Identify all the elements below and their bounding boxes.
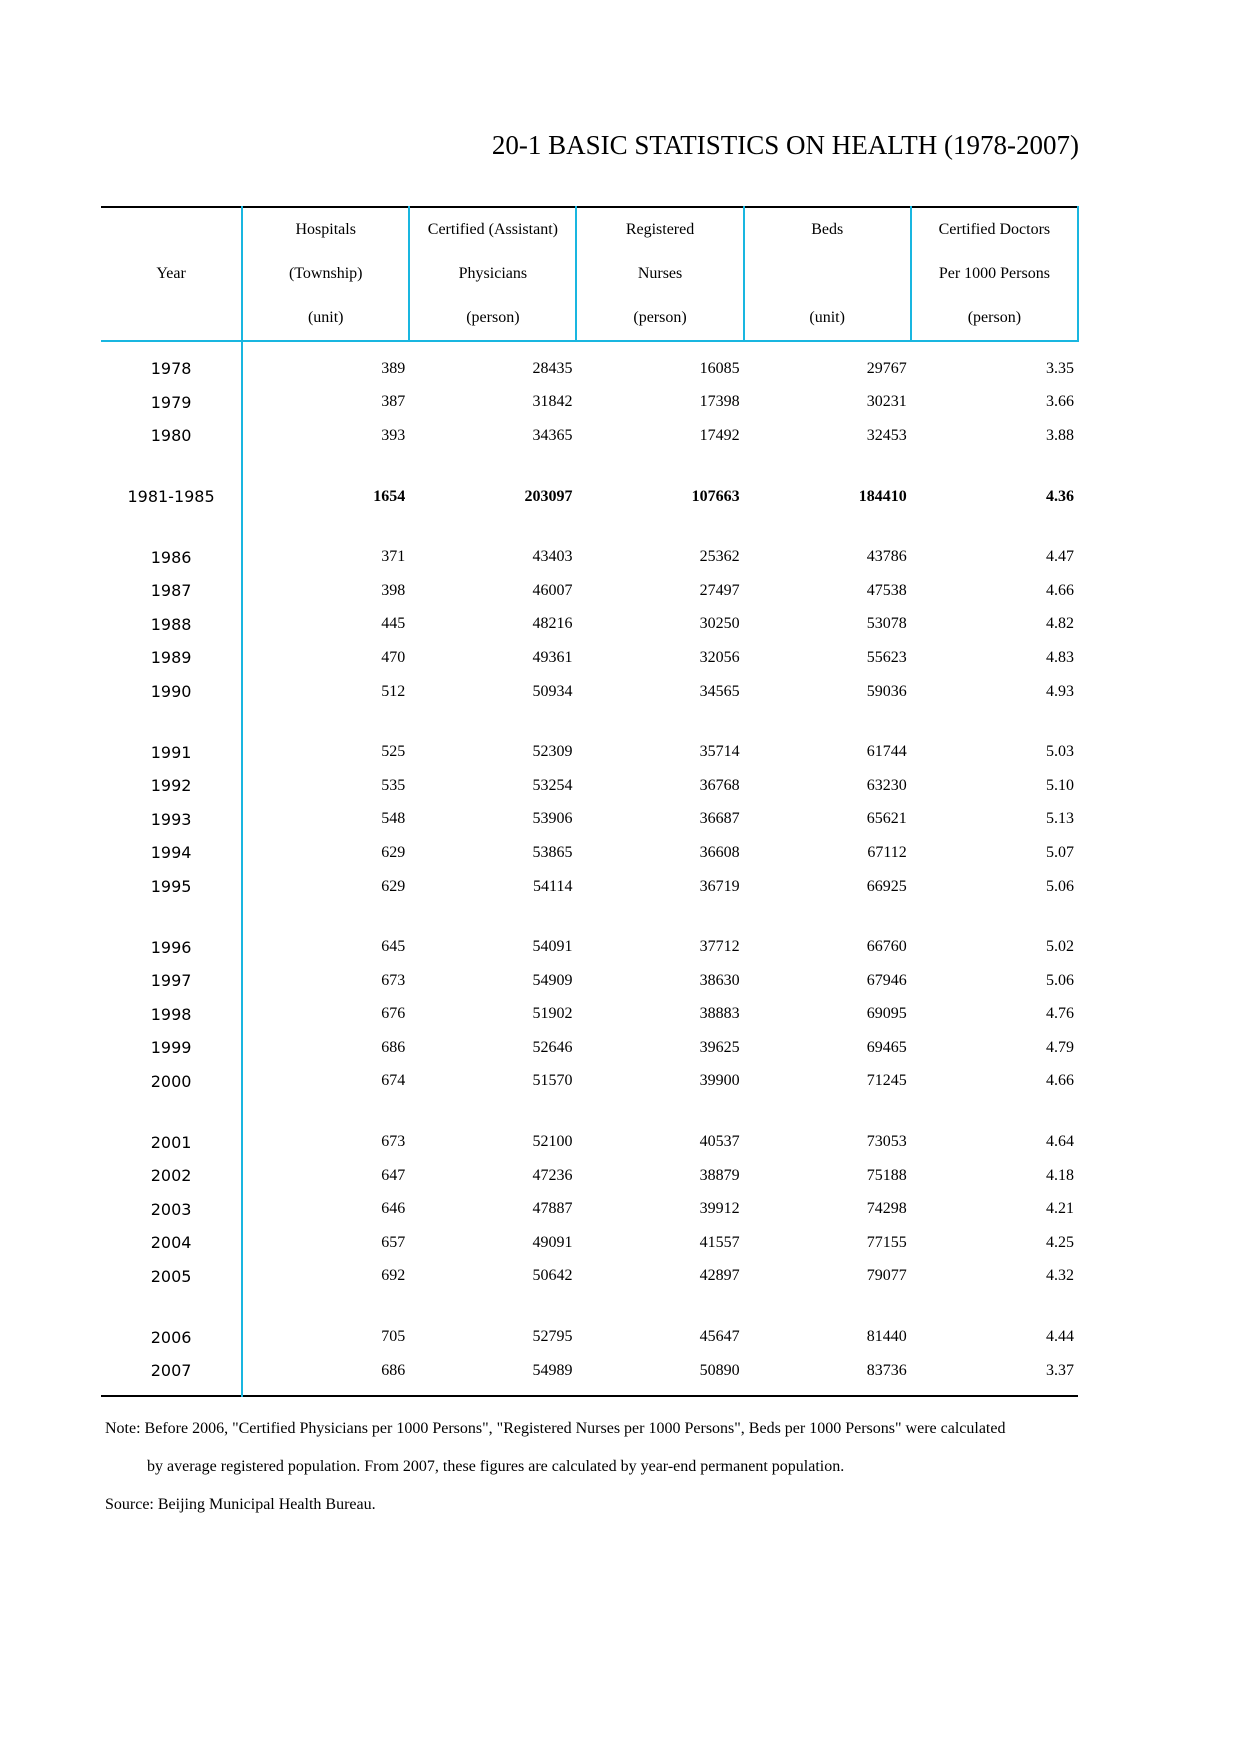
value-cell: 36768 (699, 776, 740, 794)
spacer-cell (576, 453, 743, 480)
value-cell: 48216 (532, 615, 573, 633)
value-cell: 79077 (866, 1267, 907, 1285)
value-cell: 49361 (532, 648, 573, 666)
value-cell: 25362 (699, 548, 740, 566)
value-cell: 4.79 (1046, 1038, 1074, 1056)
value-cell: 676 (381, 1005, 406, 1023)
value-cell: 387 (381, 393, 406, 411)
source-line: Source: Beijing Municipal Health Bureau. (105, 1496, 376, 1513)
value-cell: 45647 (699, 1328, 740, 1346)
year-cell: 2006 (101, 1320, 242, 1354)
value-cell: 4.93 (1046, 682, 1074, 700)
value-cell: 535 (381, 776, 406, 794)
spacer-cell (744, 903, 911, 930)
value-cell: 4.76 (1046, 1005, 1074, 1023)
value-cell: 41557 (699, 1233, 740, 1251)
table-row (101, 930, 1078, 964)
value-cell: 59036 (866, 682, 907, 700)
spacer-cell (242, 708, 409, 735)
value-cell: 69465 (866, 1038, 907, 1056)
value-cell: 66925 (866, 877, 907, 895)
spacer-row (101, 903, 1078, 930)
value-cell: 31842 (532, 393, 573, 411)
value-cell: 3.35 (1046, 359, 1074, 377)
spacer-row (101, 1098, 1078, 1125)
spacer-cell (101, 453, 242, 480)
value-cell: 43403 (532, 548, 573, 566)
value-cell: 5.07 (1046, 843, 1074, 861)
value-cell: 52100 (532, 1133, 573, 1151)
spacer-cell (242, 1293, 409, 1320)
spacer-row (101, 513, 1078, 540)
value-cell: 470 (381, 648, 406, 666)
value-cell: 673 (381, 971, 406, 989)
value-cell: 16085 (699, 359, 740, 377)
value-cell: 38630 (699, 971, 740, 989)
spacer-cell (242, 903, 409, 930)
value-cell: 29767 (866, 359, 907, 377)
value-cell: 35714 (699, 743, 740, 761)
value-cell: 65621 (866, 810, 907, 828)
table-row (101, 1260, 1078, 1294)
value-cell: 4.21 (1046, 1200, 1074, 1218)
year-cell: 2000 (101, 1065, 242, 1099)
value-cell: 389 (381, 359, 406, 377)
value-cell: 69095 (866, 1005, 907, 1023)
col-header-line: Beds (811, 221, 844, 238)
value-cell: 4.47 (1046, 548, 1074, 566)
value-cell: 38883 (699, 1005, 740, 1023)
table-row (101, 735, 1078, 769)
value-cell: 53906 (532, 810, 573, 828)
value-cell: 54989 (532, 1361, 573, 1379)
value-cell: 525 (381, 743, 406, 761)
value-cell: 674 (381, 1072, 406, 1090)
value-cell: 5.03 (1046, 743, 1074, 761)
year-cell: 1992 (101, 769, 242, 803)
value-cell: 37712 (699, 938, 740, 956)
table-row (101, 836, 1078, 870)
value-cell: 3.66 (1046, 393, 1074, 411)
spacer-cell (911, 903, 1078, 930)
table-note (105, 1410, 1105, 1524)
value-cell: 705 (381, 1328, 406, 1346)
value-cell: 47887 (532, 1200, 573, 1218)
value-cell: 4.36 (1046, 487, 1074, 505)
value-cell: 184410 (858, 487, 907, 505)
table-row (101, 574, 1078, 608)
value-cell: 39900 (699, 1072, 740, 1090)
spacer-cell (911, 1098, 1078, 1125)
col-header-line: Physicians (458, 265, 528, 282)
table-row (101, 480, 1078, 514)
value-cell: 53865 (532, 843, 573, 861)
value-cell: 71245 (866, 1072, 907, 1090)
spacer-cell (911, 513, 1078, 540)
col-header-line: (person) (466, 309, 520, 326)
col-header-nurses (576, 207, 743, 341)
spacer-cell (744, 453, 911, 480)
table-row (101, 1320, 1078, 1354)
value-cell: 645 (381, 938, 406, 956)
table-row (101, 608, 1078, 642)
year-cell: 2007 (101, 1354, 242, 1397)
value-cell: 73053 (866, 1133, 907, 1151)
value-cell: 75188 (866, 1166, 907, 1184)
value-cell: 67112 (867, 843, 907, 861)
col-header-line: (person) (967, 309, 1022, 326)
value-cell: 54091 (532, 938, 573, 956)
spacer-cell (409, 1293, 576, 1320)
spacer-cell (409, 708, 576, 735)
value-cell: 36608 (699, 843, 740, 861)
col-header-line: Registered (625, 221, 695, 238)
year-cell: 1991 (101, 735, 242, 769)
year-cell: 2004 (101, 1226, 242, 1260)
value-cell: 52309 (532, 743, 573, 761)
col-header-line (745, 252, 910, 296)
value-cell: 629 (381, 877, 406, 895)
value-cell: 49091 (532, 1233, 573, 1251)
value-cell: 512 (381, 682, 406, 700)
col-header-beds (744, 207, 911, 341)
value-cell: 34365 (532, 426, 573, 444)
value-cell: 3.88 (1046, 426, 1074, 444)
value-cell: 30250 (699, 615, 740, 633)
value-cell: 61744 (866, 743, 907, 761)
value-cell: 50642 (532, 1267, 573, 1285)
value-cell: 74298 (866, 1200, 907, 1218)
col-header-doctors-per-1000 (911, 207, 1078, 341)
table-row (101, 1192, 1078, 1226)
col-header-line: Per 1000 Persons (938, 265, 1050, 282)
table-row (101, 870, 1078, 904)
value-cell: 53078 (866, 615, 907, 633)
value-cell: 4.18 (1046, 1166, 1074, 1184)
value-cell: 5.10 (1046, 776, 1074, 794)
spacer-cell (409, 453, 576, 480)
value-cell: 673 (381, 1133, 406, 1151)
table-row (101, 998, 1078, 1032)
spacer-cell (744, 513, 911, 540)
spacer-cell (409, 903, 576, 930)
year-cell: 1987 (101, 574, 242, 608)
year-cell: 1981-1985 (101, 480, 242, 514)
col-header-line: (Township) (288, 265, 363, 282)
value-cell: 66760 (866, 938, 907, 956)
value-cell: 686 (381, 1361, 406, 1379)
col-header-line: Hospitals (295, 221, 356, 238)
spacer-cell (576, 1293, 743, 1320)
year-cell: 1978 (101, 341, 242, 386)
col-header-line: (person) (633, 309, 687, 326)
col-header-line: (unit) (307, 309, 344, 326)
year-cell: 1997 (101, 964, 242, 998)
table-row (101, 1354, 1078, 1397)
statistics-table (101, 206, 1079, 1397)
value-cell: 692 (381, 1267, 406, 1285)
value-cell: 47236 (532, 1166, 573, 1184)
value-cell: 5.06 (1046, 877, 1074, 895)
spacer-row (101, 1293, 1078, 1320)
value-cell: 646 (381, 1200, 406, 1218)
spacer-cell (242, 1098, 409, 1125)
value-cell: 28435 (532, 359, 573, 377)
value-cell: 4.32 (1046, 1267, 1074, 1285)
value-cell: 50934 (532, 682, 573, 700)
spacer-cell (576, 513, 743, 540)
table-body (101, 341, 1078, 1396)
value-cell: 4.66 (1046, 581, 1074, 599)
table-row (101, 419, 1078, 453)
table-row (101, 803, 1078, 837)
value-cell: 5.06 (1046, 971, 1074, 989)
value-cell: 3.37 (1046, 1361, 1074, 1379)
page-title: 20-1 BASIC STATISTICS ON HEALTH (1978-2007) (491, 130, 1079, 160)
value-cell: 398 (381, 581, 406, 599)
year-cell: 1986 (101, 540, 242, 574)
note-line-1: Note: Before 2006, "Certified Physicians per 1000 Persons", "Registered Nurses per 1000 Persons", Beds per 1000 Persons" were calculated (105, 1420, 1006, 1437)
spacer-cell (242, 513, 409, 540)
table-row (101, 540, 1078, 574)
spacer-cell (576, 1098, 743, 1125)
value-cell: 393 (381, 426, 406, 444)
value-cell: 39625 (699, 1038, 740, 1056)
spacer-cell (576, 903, 743, 930)
value-cell: 4.64 (1046, 1133, 1074, 1151)
value-cell: 40537 (699, 1133, 740, 1151)
value-cell: 39912 (699, 1200, 740, 1218)
year-header: Year (101, 207, 242, 341)
spacer-cell (101, 903, 242, 930)
spacer-row (101, 708, 1078, 735)
spacer-cell (409, 1098, 576, 1125)
value-cell: 43786 (866, 548, 907, 566)
value-cell: 55623 (866, 648, 907, 666)
spacer-cell (576, 708, 743, 735)
note-line-2: by average registered population. From 2007, these figures are calculated by year-end permanent population. (147, 1458, 845, 1475)
value-cell: 203097 (524, 487, 573, 505)
spacer-cell (101, 708, 242, 735)
table-row (101, 675, 1078, 709)
year-cell: 1980 (101, 419, 242, 453)
value-cell: 34565 (699, 682, 740, 700)
value-cell: 63230 (866, 776, 907, 794)
value-cell: 32056 (699, 648, 740, 666)
value-cell: 30231 (866, 393, 907, 411)
value-cell: 17492 (699, 426, 740, 444)
spacer-cell (242, 453, 409, 480)
year-cell: 1993 (101, 803, 242, 837)
year-cell: 1988 (101, 608, 242, 642)
value-cell: 51570 (532, 1072, 573, 1090)
value-cell: 46007 (532, 581, 573, 599)
value-cell: 83736 (866, 1361, 907, 1379)
spacer-cell (101, 1098, 242, 1125)
value-cell: 67946 (866, 971, 907, 989)
table-row (101, 1159, 1078, 1193)
col-header-line: Certified Doctors (938, 221, 1051, 238)
table-row (101, 1065, 1078, 1099)
value-cell: 54114 (533, 877, 573, 895)
value-cell: 51902 (532, 1005, 573, 1023)
value-cell: 4.82 (1046, 615, 1074, 633)
year-cell: 2003 (101, 1192, 242, 1226)
spacer-cell (911, 1293, 1078, 1320)
table-row (101, 1125, 1078, 1159)
value-cell: 4.83 (1046, 648, 1074, 666)
value-cell: 445 (381, 615, 406, 633)
table-row (101, 1226, 1078, 1260)
value-cell: 371 (381, 548, 406, 566)
value-cell: 629 (381, 843, 406, 861)
value-cell: 77155 (866, 1233, 907, 1251)
year-cell: 1999 (101, 1031, 242, 1065)
col-header-line: (unit) (809, 309, 845, 326)
col-header-hospitals (242, 207, 409, 341)
col-header-physicians (409, 207, 576, 341)
spacer-cell (744, 1098, 911, 1125)
spacer-cell (101, 1293, 242, 1320)
value-cell: 5.02 (1046, 938, 1074, 956)
table-row (101, 769, 1078, 803)
value-cell: 52646 (532, 1038, 573, 1056)
spacer-row (101, 453, 1078, 480)
value-cell: 36719 (699, 877, 740, 895)
table-row (101, 1031, 1078, 1065)
value-cell: 50890 (699, 1361, 740, 1379)
col-header-line: Nurses (637, 265, 683, 282)
value-cell: 5.13 (1046, 810, 1074, 828)
table-row (101, 641, 1078, 675)
col-header-line: Certified (Assistant) (427, 221, 558, 238)
value-cell: 36687 (699, 810, 740, 828)
value-cell: 81440 (866, 1328, 907, 1346)
value-cell: 4.66 (1046, 1072, 1074, 1090)
value-cell: 42897 (699, 1267, 740, 1285)
value-cell: 47538 (866, 581, 907, 599)
year-cell: 2002 (101, 1159, 242, 1193)
value-cell: 4.25 (1046, 1233, 1074, 1251)
value-cell: 38879 (699, 1166, 740, 1184)
spacer-cell (911, 708, 1078, 735)
year-cell: 1998 (101, 998, 242, 1032)
value-cell: 32453 (866, 426, 907, 444)
value-cell: 107663 (691, 487, 740, 505)
value-cell: 53254 (532, 776, 573, 794)
table-row (101, 386, 1078, 420)
value-cell: 27497 (699, 581, 740, 599)
header-row (101, 207, 1078, 341)
year-cell: 1979 (101, 386, 242, 420)
year-cell: 1990 (101, 675, 242, 709)
value-cell: 17398 (699, 393, 740, 411)
value-cell: 686 (381, 1038, 406, 1056)
value-cell: 1654 (373, 487, 406, 505)
value-cell: 4.44 (1046, 1328, 1074, 1346)
value-cell: 52795 (532, 1328, 573, 1346)
spacer-cell (744, 708, 911, 735)
table-row (101, 341, 1078, 386)
year-cell: 1994 (101, 836, 242, 870)
year-cell: 1996 (101, 930, 242, 964)
value-cell: 657 (381, 1233, 406, 1251)
spacer-cell (101, 513, 242, 540)
year-cell: 2001 (101, 1125, 242, 1159)
value-cell: 54909 (532, 971, 573, 989)
year-cell: 1989 (101, 641, 242, 675)
spacer-cell (409, 513, 576, 540)
value-cell: 647 (381, 1166, 406, 1184)
spacer-cell (744, 1293, 911, 1320)
year-cell: 1995 (101, 870, 242, 904)
table-row (101, 964, 1078, 998)
year-cell: 2005 (101, 1260, 242, 1294)
spacer-cell (911, 453, 1078, 480)
value-cell: 548 (381, 810, 406, 828)
